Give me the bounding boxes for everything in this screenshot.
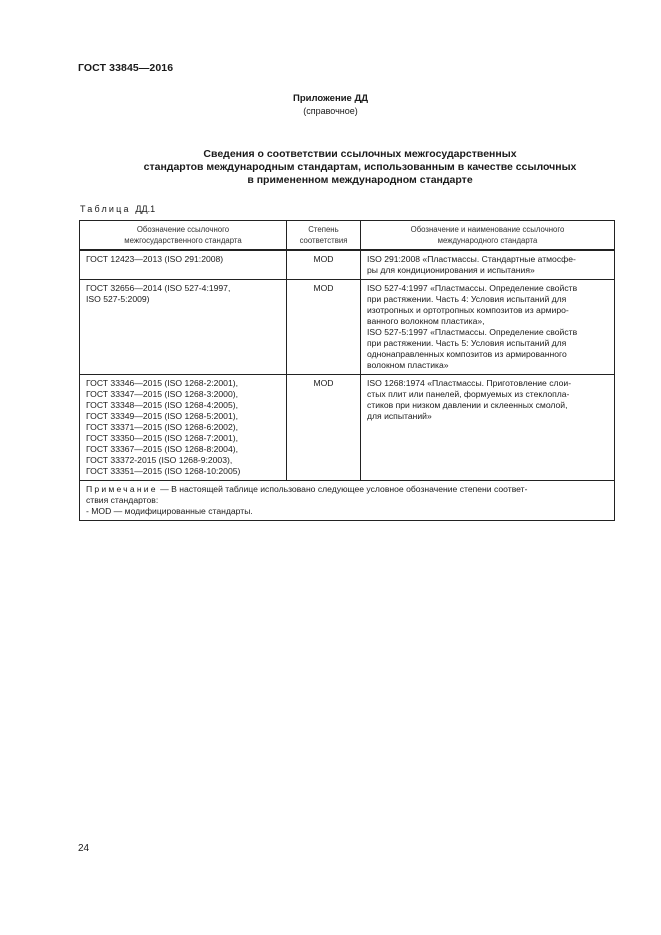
- degree-cell: MOD: [287, 375, 361, 481]
- degree-cell: MOD: [287, 250, 361, 280]
- header-international-standard: Обозначение и наименование ссылочного международного стандарта: [361, 221, 615, 251]
- reference-standards-table: [79, 220, 615, 521]
- international-standard-cell: ISO 527-4:1997 «Пластмассы. Определение свойств при растяжении. Часть 4: Условия испытаний для изотропных и ортотропных композитов из армиро- ванного волокном пластика», ISO 527-5:1997 «Пластмассы. Определение свойств при растяжении. Часть 5: Условия испытаний для однонаправленных композитов из армированного волокном пластика»: [361, 280, 615, 375]
- note-text: — В настоящей таблице использовано следующее условное обозначение степени соответ-: [157, 484, 528, 494]
- international-standard-cell: ISO 1268:1974 «Пластмассы. Приготовление слои- стых плит или панелей, формуемых из стеклопла- стиков при низком давлении и склеенных смолой, для испытаний»: [361, 375, 615, 481]
- appendix-title: Приложение ДД: [293, 93, 368, 104]
- document-code: ГОСТ 33845—2016: [78, 62, 174, 74]
- table-note-row: [80, 481, 615, 521]
- national-standard-cell: ГОСТ 32656—2014 (ISO 527-4:1997, ISO 527-5:2009): [80, 280, 287, 375]
- table-caption-number: ДД.1: [135, 204, 156, 214]
- section-title-line: стандартов международным стандартам, использованным в качестве ссылочных: [143, 161, 577, 173]
- header-national-standard: Обозначение ссылочного межгосударственного стандарта: [80, 221, 287, 251]
- note-text: ствия стандартов:: [86, 495, 159, 505]
- appendix-subtitle: (справочное): [303, 106, 358, 116]
- table-header-row: [80, 221, 615, 251]
- table-caption-label: Таблица: [80, 204, 131, 214]
- degree-cell: MOD: [287, 280, 361, 375]
- national-standard-cell: ГОСТ 33346—2015 (ISO 1268-2:2001), ГОСТ 33347—2015 (ISO 1268-3:2000), ГОСТ 33348—2015 (ISO 1268-4:2005), ГОСТ 33349—2015 (ISO 1268-5:2001), ГОСТ 33371—2015 (ISO 1268-6:2002), ГОСТ 33350—2015 (ISO 1268-7:2001), ГОСТ 33367—2015 (ISO 1268-8:2004), ГОСТ 33372-2015 (ISO 1268-9:2003), ГОСТ 33351—2015 (ISO 1268-10:2005): [80, 375, 287, 481]
- header-degree: Степень соответствия: [287, 221, 361, 251]
- table-row: [80, 280, 615, 375]
- table-row: [80, 375, 615, 481]
- international-standard-cell: ISO 291:2008 «Пластмассы. Стандартные атмосфе- ры для кондиционирования и испытания»: [361, 250, 615, 280]
- appendix-heading: [0, 93, 661, 117]
- section-title: [70, 148, 650, 187]
- note-text: - MOD — модифицированные стандарты.: [86, 506, 253, 516]
- section-title-line: в примененном международном стандарте: [247, 174, 473, 186]
- page-number: 24: [78, 843, 90, 854]
- section-title-line: Сведения о соответствии ссылочных межгосударственных: [203, 148, 517, 160]
- note-label: Примечание: [86, 484, 158, 494]
- table-note: [80, 481, 615, 521]
- table-caption: [80, 204, 155, 214]
- table-row: [80, 250, 615, 280]
- national-standard-cell: ГОСТ 12423—2013 (ISO 291:2008): [80, 250, 287, 280]
